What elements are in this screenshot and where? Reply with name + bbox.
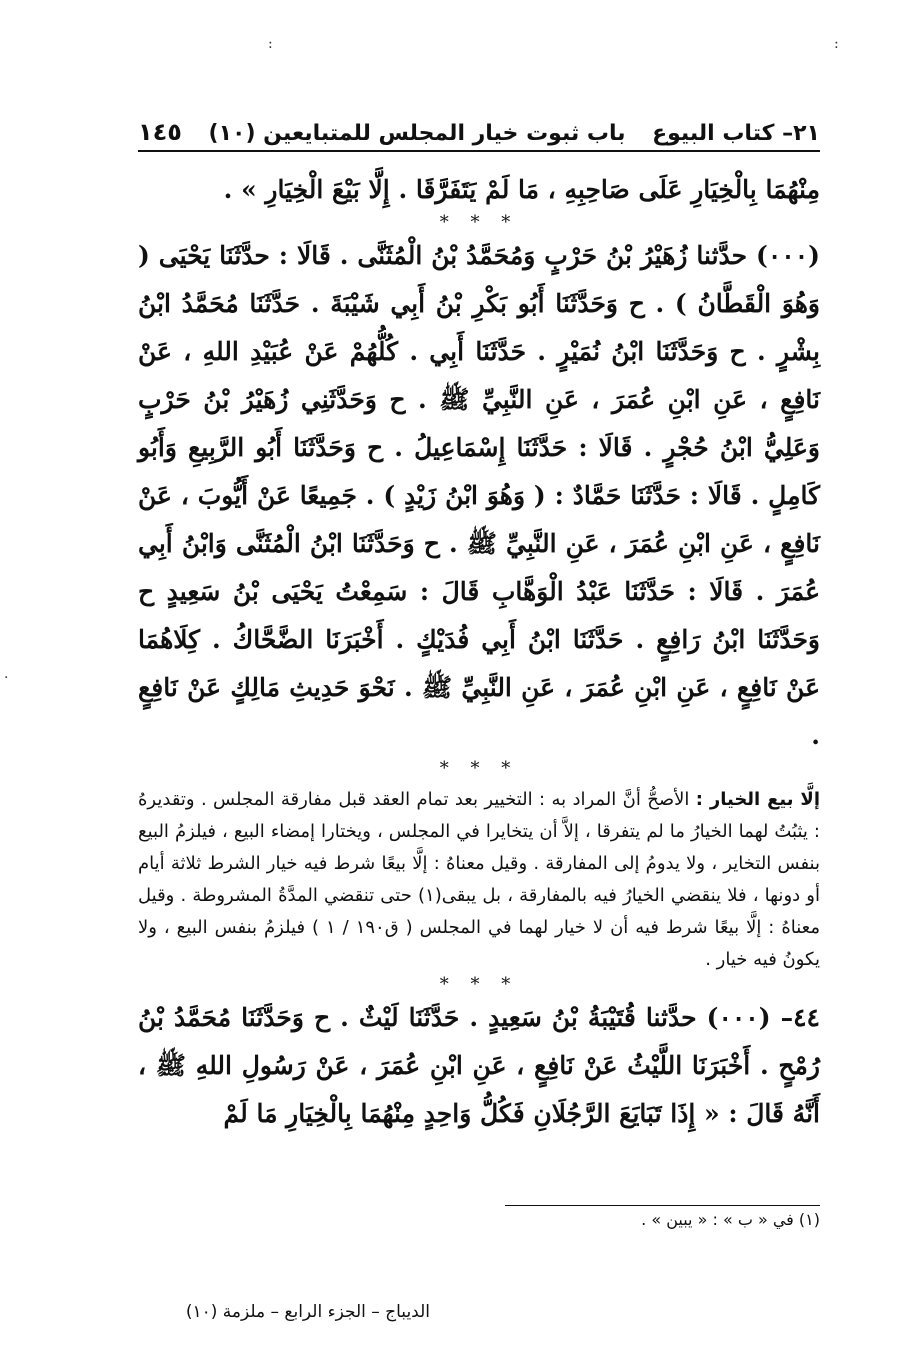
margin-dot: · (4, 670, 9, 686)
printer-signature: الديباج – الجزء الرابع – ملزمة (١٠) (185, 1302, 430, 1322)
hadith-44: ٤٤– (٠٠٠) حدَّثنا قُتَيْبَةُ بْنُ سَعِيدٍ . حَدَّثَنَا لَيْثٌ . ح وَحَدَّثَنَا مُحَمَّدُ بْنُ رُمْحٍ . أَخْبَرَنَا اللَّيْثُ عَنْ نَافِعٍ ، عَنِ ابْنِ عُمَرَ ، عَنْ رَسُولِ اللهِ ﷺ ، أَنَّهُ قَالَ : « إِذَا تَبَايَعَ الرَّجُلَانِ فَكُلُّ وَاحِدٍ مِنْهُمَا بِالْخِيَارِ مَا لَمْ (138, 1003, 820, 1128)
commentary-lead: إلَّا بيع الخيار : (695, 789, 820, 810)
commentary-text: الأصحُّ أنَّ المراد به : التخيير بعد تمام العقد قبل مفارقة المجلس . وتقديرهُ : يثبُتُ لهما الخيارُ ما لم يتفرقا ، إلاَّ أن يتخايرا في المجلس ، ويختارا إمضاء البيع ، فيلزمُ البيع بنفس التخاير ، ولا يدومُ إلى المفارقة . وقيل معناهُ : إلَّا بيعًا شرط فيه خيار الشرط ثلاثة أيام أو دونها ، فلا ينقضي الخيارُ فيه بالمفارقة ، بل يبقى(١) حتى تنقضي المدَّةُ المشروطة . وقيل معناهُ : إلَّا بيعًا شرط فيه أن لا خيار لهما في المجلس ( ق١٩٠ / ١ ) فيلزمُ بنفس البيع ، ولا يكونُ فيه خيار . (138, 789, 820, 970)
running-header (138, 106, 820, 152)
hadith-isnad: (٠٠٠) حدَّثنا زُهَيْرُ بْنُ حَرْبٍ وَمُحَمَّدُ بْنُ الْمُثَنَّى . قَالَا : حدَّثَنَا يَحْيَى ( وَهُوَ الْقَطَّانُ ) . ح وَحَدَّثَنَا أَبُو بَكْرِ بْنُ أَبِي شَيْبَةَ . حَدَّثَنَا مُحَمَّدُ ابْنُ بِشْرٍ . ح وَحَدَّثَنَا ابْنُ نُمَيْرٍ . حَدَّثَنَا أَبِي . كُلُّهُمْ عَنْ عُبَيْدِ اللهِ ، عَنْ نَافِعٍ ، عَنِ ابْنِ عُمَرَ ، عَنِ النَّبِيِّ ﷺ . ح وَحَدَّثَنِي زُهَيْرُ بْنُ حَرْبٍ وَعَلِيُّ ابْنُ حُجْرٍ . قَالَا : حَدَّثَنَا إِسْمَاعِيلُ . ح وَحَدَّثَنَا أَبُو الرَّبِيعِ وَأَبُو كَامِلٍ . قَالَا : حَدَّثَنَا حَمَّادٌ : ( وَهُوَ ابْنُ زَيْدٍ ) . جَمِيعًا عَنْ أَيُّوبَ ، عَنْ نَافِعٍ ، عَنِ ابْنِ عُمَرَ ، عَنِ النَّبِيِّ ﷺ . ح وَحَدَّثَنَا ابْنُ الْمُثَنَّى وَابْنُ أَبِي عُمَرَ . قَالَا : حَدَّثَنَا عَبْدُ الْوَهَّابِ قَالَ : سَمِعْتُ يَحْيَى بْنُ سَعِيدٍ ح وَحَدَّثَنَا ابْنُ رَافِعٍ . حَدَّثَنَا ابْنُ أَبِي فُدَيْكٍ . أَخْبَرَنَا الضَّحَّاكُ . كِلَاهُمَا عَنْ نَافِعٍ ، عَنِ ابْنِ عُمَرَ ، عَنِ النَّبِيِّ ﷺ . نَحْوَ حَدِيثِ مَالِكٍ عَنْ نَافِعٍ . (138, 241, 820, 750)
chapter-title: (١٠) باب ثبوت خيار المجلس للمتبايعين (208, 121, 626, 146)
book-title: ٢١– كتاب البيوع (652, 121, 820, 146)
margin-mark-right: : (834, 36, 839, 52)
section-separator: * * * (439, 212, 519, 233)
section-separator: * * * (439, 974, 519, 995)
footnote: (١) في « ب » : « يبين » . (641, 1210, 820, 1229)
main-text (138, 166, 820, 1138)
hadith-continuation: مِنْهُمَا بِالْخِيَارِ عَلَى صَاحِبِهِ ، مَا لَمْ يَتَفَرَّقَا . إِلَّا بَيْعَ الْخِيَارِ » . (223, 175, 820, 204)
commentary (138, 784, 820, 976)
footnote-rule (505, 1205, 820, 1206)
page-number: ١٤٥ (138, 118, 182, 146)
margin-mark-left: : (268, 36, 273, 52)
section-separator: * * * (439, 758, 519, 779)
